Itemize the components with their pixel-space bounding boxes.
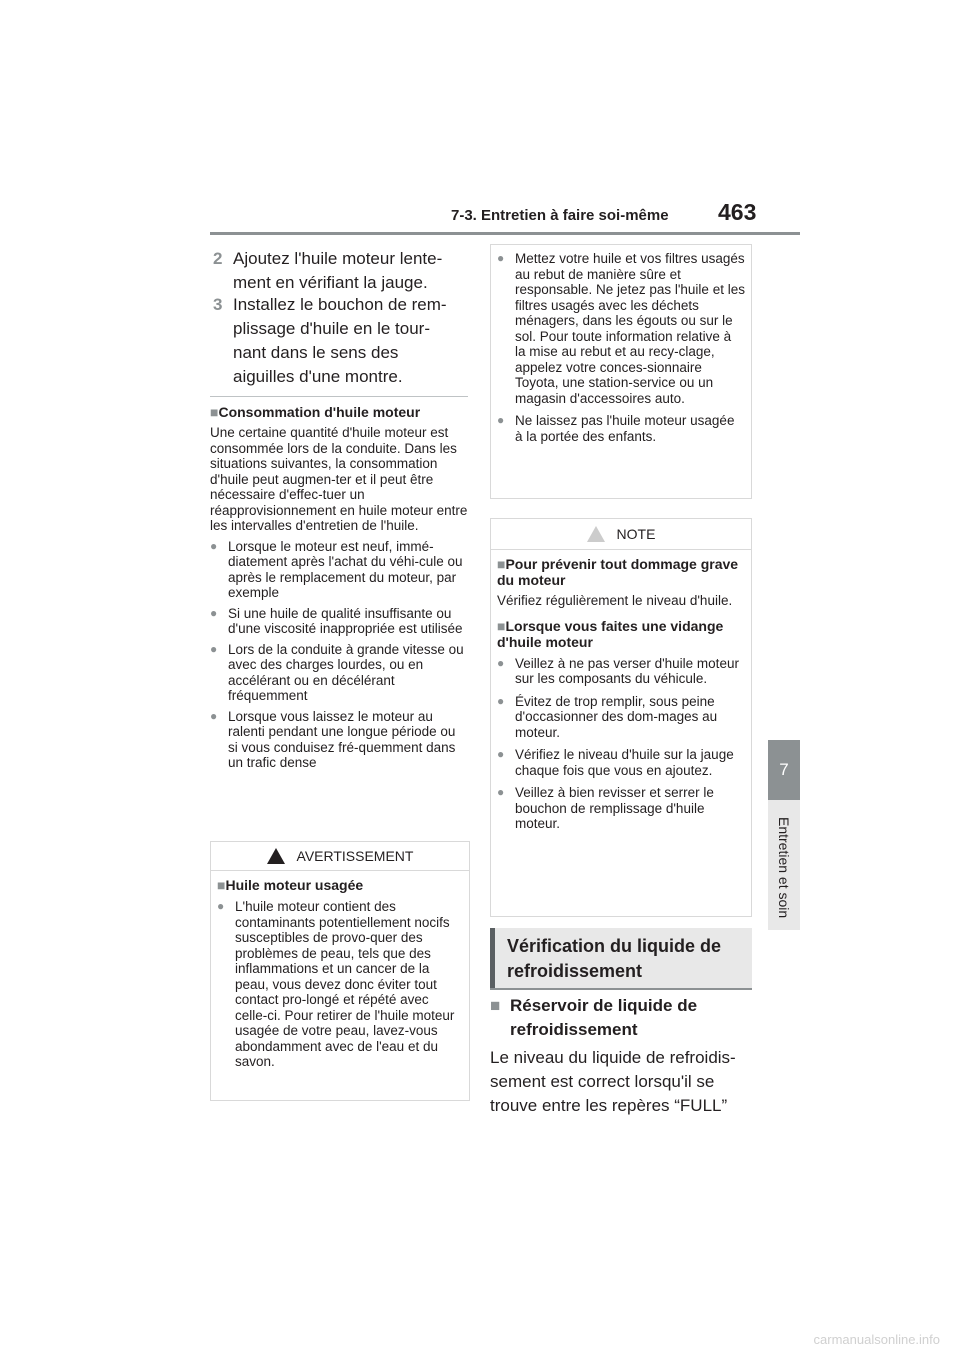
warning-label: AVERTISSEMENT (296, 848, 414, 864)
oil-consumption-intro: Une certaine quantité d'huile moteur est consommée lors de la conduite. Dans les situations suivantes, la consommation d'huile peut augmen-ter et il peut être nécessaire d'effec-tuer un réapprovisionnement en huile moteur entre les intervalles d'entretien de l'huile. (210, 425, 468, 533)
list-item: ● Veillez à ne pas verser d'huile moteur sur les composants du véhicule. (497, 656, 745, 687)
list-item: ● Mettez votre huile et vos filtres usagés au rebut de manière sûre et responsable. Ne jetez pas l'huile et les filtres usagés avec les déchets ménagers, dans les égouts ou sur le sol. Pour toute information relative à la mise au rebut et au recy-clage, appelez votre conces-sionnaire Toyota, une station-service ou un magasin d'accessoires auto. (497, 251, 745, 406)
caution-triangle-icon (587, 526, 605, 542)
warning-box (210, 841, 470, 1101)
list-item: ● L'huile moteur contient des contaminants potentiellement nocifs susceptibles de provo-quer des problèmes de peau, tels que des inflammations et un cancer de la peau, vous devez donc éviter tout contact pro-longé et répété avec celle-ci. Pour retirer de l'huile moteur usagée de votre peau, lavez-vous abondamment avec de l'eau et du savon. (217, 899, 463, 1070)
chapter-tab-label-wrap (768, 805, 800, 930)
square-bullet-icon: ■ (210, 404, 219, 420)
list-item: ● Veillez à bien revisser et serrer le bouchon de remplissage d'huile moteur. (497, 785, 745, 832)
step-number: 2 (213, 249, 223, 268)
note-body (491, 550, 751, 840)
warning-heading: ■Huile moteur usagée (217, 877, 364, 893)
list-item: ● Lorsque vous laissez le moteur au ralenti pendant une longue période ou si vous conduisez fré-quemment dans un trafic dense (210, 709, 468, 771)
note-heading: ■Lorsque vous faites une vidange d'huile moteur (497, 617, 724, 650)
note-heading: ■Pour prévenir tout dommage grave du moteur (497, 556, 739, 588)
list-item: ● Lors de la conduite à grande vitesse ou avec des charges lourdes, ou en accélérant ou en décélérant fréquemment (210, 642, 468, 704)
step-text: Ajoutez l'huile moteur lente- ment en vérifiant la jauge. (233, 249, 443, 292)
warning-box-continued (490, 244, 752, 499)
coolant-text: Le niveau du liquide de refroidis-sement est correct lorsqu'il se trouve entre les repères “FULL” (490, 1048, 736, 1115)
oil-consumption-section (210, 404, 468, 771)
section-header-title: 7-3. Entretien à faire soi-même (451, 207, 669, 224)
note-text: Vérifiez régulièrement le niveau d'huile. (497, 593, 733, 608)
footer-watermark: carmanualsonline.info (813, 1332, 940, 1347)
square-bullet-icon: ■ (490, 996, 501, 1015)
note-label: NOTE (616, 526, 656, 542)
section-rule (490, 988, 752, 990)
warning-header (211, 842, 469, 871)
list-item: ● Évitez de trop remplir, sous peine d'occasionner des dom-mages au moteur. (497, 694, 745, 741)
step-text: Installez le bouchon de rem- plissage d'huile en le tour- nant dans le sens des aiguilles d'une montre. (233, 295, 447, 386)
warning-body-continued (491, 245, 751, 452)
chapter-tab-label: Entretien et soin (776, 816, 792, 919)
list-item: ● Si une huile de qualité insuffisante ou d'une viscosité inappropriée est utilisée (210, 606, 468, 637)
coolant-section-title: Vérification du liquide de refroidissement (490, 928, 752, 988)
note-header (491, 519, 751, 550)
chapter-tab-number[interactable]: 7 (768, 740, 800, 800)
note-box (490, 518, 752, 917)
list-item: ● Ne laissez pas l'huile moteur usagée à la portée des enfants. (497, 413, 745, 444)
step-number: 3 (213, 295, 223, 314)
warning-body (211, 871, 469, 1078)
oil-consumption-heading: ■Consommation d'huile moteur (210, 404, 421, 420)
list-item: ● Lorsque le moteur est neuf, immé-diatement après l'achat du véhi-cule ou après le remplacement du moteur, par exemple (210, 539, 468, 601)
warning-triangle-icon (267, 848, 285, 864)
page-number: 463 (718, 199, 757, 225)
header-rule (210, 232, 800, 235)
divider (210, 396, 468, 397)
list-item: ● Vérifiez le niveau d'huile sur la jauge chaque fois que vous en ajoutez. (497, 747, 745, 778)
coolant-subheading: ■ Réservoir de liquide de refroidissement (490, 996, 698, 1039)
